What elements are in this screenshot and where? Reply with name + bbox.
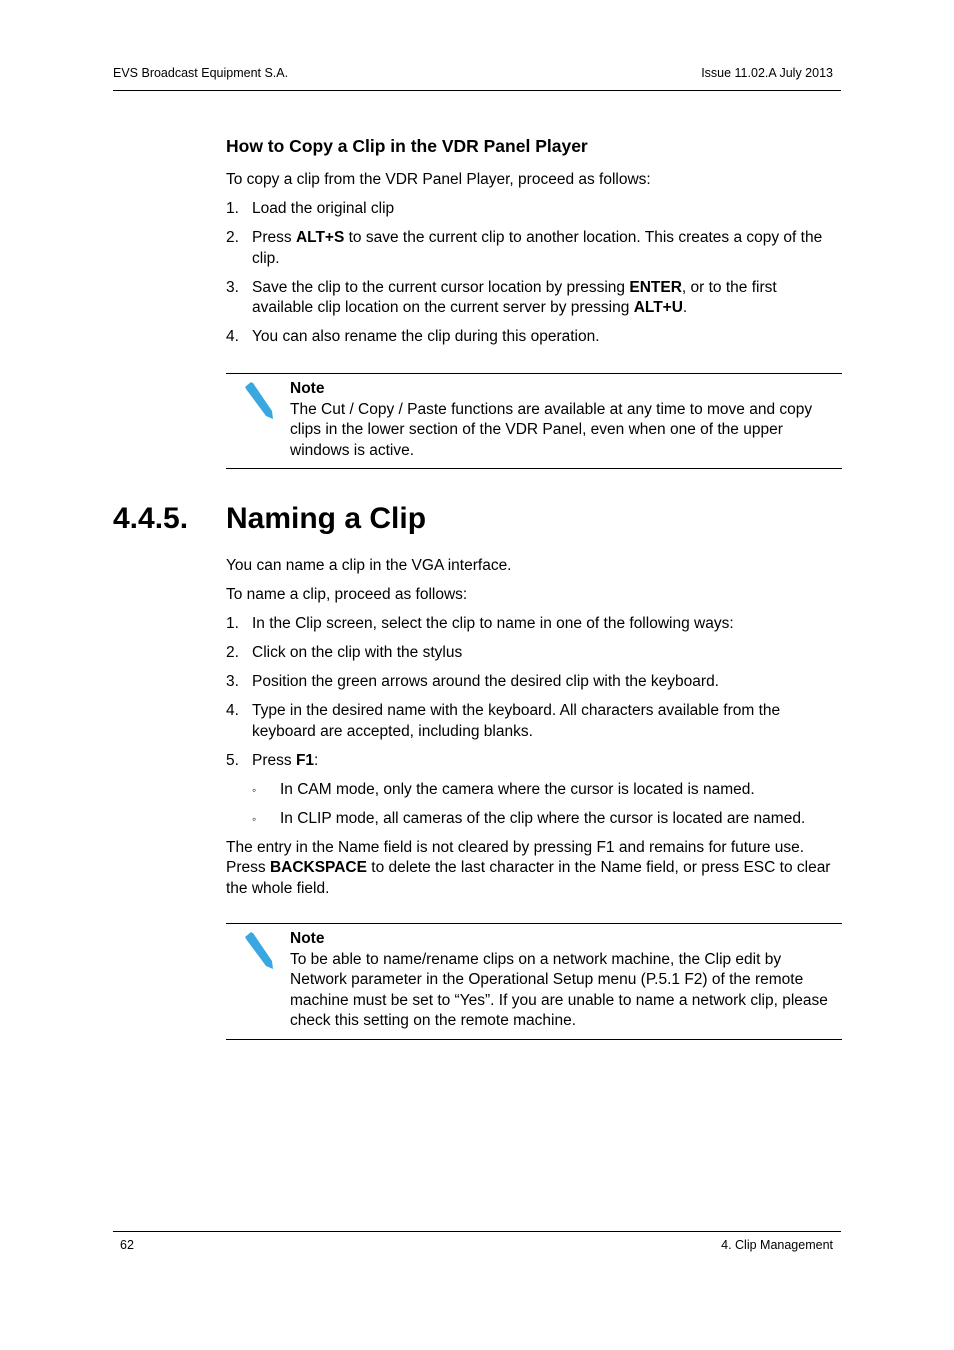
text-run: to save the current clip to another location. This creates a copy of the clip. (252, 229, 823, 267)
list-item-text (252, 615, 734, 632)
list-item (226, 228, 842, 269)
copy-steps-list (226, 199, 842, 348)
naming-intro-2: To name a clip, proceed as follows: (226, 586, 468, 603)
text-run: : (314, 751, 319, 769)
copy-intro: To copy a clip from the VDR Panel Player, proceed as follows: (226, 171, 651, 188)
text-run: The entry in the Name field is not cleared by pressing F1 and remains for future use. Press (226, 838, 805, 876)
text-run: Position the green arrows around the desired clip with the keyboard. (252, 673, 719, 690)
sub-list-item-text: In CLIP mode, all cameras of the clip where the cursor is located are named. (280, 809, 806, 827)
list-item-text (252, 673, 719, 690)
copy-note (226, 373, 842, 469)
list-item-number: 2. (226, 229, 239, 246)
note-title: Note (290, 380, 325, 397)
header-rule (113, 90, 841, 91)
list-item (226, 278, 842, 319)
list-item-number: 1. (226, 200, 239, 217)
footer-chapter: 4. Clip Management (721, 1238, 833, 1252)
copy-section-heading: How to Copy a Clip in the VDR Panel Player (226, 136, 588, 156)
note-text: To be able to name/rename clips on a network machine, the Clip edit by Network parameter in the Operational Setup menu (P.5.1 F2) of the remote machine must be set to “Yes”. If you are unable to name a network clip, please check this setting on the remote machine. (290, 950, 828, 1029)
list-item-number: 4. (226, 328, 239, 345)
sub-list-item-text: In CAM mode, only the camera where the cursor is located is named. (280, 780, 755, 798)
copy-section (226, 135, 842, 356)
bold-key: ALT+U (633, 299, 683, 316)
text-run: to delete the last character in the Name field, or press ESC to clear the whole field. (226, 859, 831, 897)
list-item-number: 1. (226, 615, 239, 632)
note-text: The Cut / Copy / Paste functions are available at any time to move and copy clips in the lower section of the VDR Panel, even when one of the upper windows is active. (290, 400, 813, 459)
bold-key: BACKSPACE (269, 859, 367, 876)
naming-section (226, 556, 842, 899)
text-run: Load the original clip (252, 200, 395, 217)
bullet-icon: ◦ (252, 811, 257, 826)
sub-list-item (226, 780, 842, 801)
note-title: Note (290, 930, 325, 947)
list-item-number: 2. (226, 644, 239, 661)
section-title: Naming a Clip (226, 502, 427, 535)
list-item-number: 5. (226, 751, 239, 769)
text-run: Type in the desired name with the keyboard. All characters available from the keyboard are accepted, including blanks. (252, 702, 781, 740)
list-item-text (252, 200, 394, 217)
sub-list-item (226, 809, 842, 830)
list-item-number: 3. (226, 278, 239, 296)
text-run: Press (252, 751, 296, 769)
text-run: Save the clip to the current cursor location by pressing (252, 278, 630, 296)
naming-note (226, 923, 842, 1040)
text-run: Click on the clip with the stylus (252, 644, 463, 661)
copy-note-wrap (226, 373, 842, 469)
list-item-text (252, 328, 600, 345)
list-item-text (252, 702, 780, 740)
list-item (226, 327, 842, 348)
text-run: You can also rename the clip during this operation. (252, 328, 600, 345)
pen-icon (242, 931, 276, 971)
bold-key: ALT+S (295, 229, 345, 246)
list-item-number: 4. (226, 702, 239, 719)
bold-key: ENTER (629, 278, 682, 296)
bullet-icon: ◦ (252, 782, 257, 797)
pen-icon (242, 381, 276, 421)
list-item (226, 643, 842, 664)
naming-intro-1: You can name a clip in the VGA interface. (226, 557, 512, 574)
list-item-text (252, 229, 822, 267)
list-item-text (252, 752, 318, 769)
list-item (226, 672, 842, 693)
header-issue: Issue 11.02.A July 2013 (701, 66, 833, 80)
footer-page-number: 62 (120, 1238, 134, 1252)
footer-rule (113, 1231, 841, 1232)
section-number: 4.4.5. (113, 502, 189, 535)
list-item (226, 751, 842, 772)
text-run: Press (252, 229, 296, 246)
list-item (226, 614, 842, 635)
naming-subitems (226, 780, 842, 830)
list-item-text (252, 279, 777, 317)
bold-key: F1 (295, 751, 315, 769)
list-item-number: 3. (226, 673, 239, 690)
list-item (226, 199, 842, 220)
naming-note-wrap (226, 923, 842, 1040)
list-item (226, 701, 842, 742)
text-run: , or to the first available clip location on the current server by pressing (252, 278, 777, 316)
header-company: EVS Broadcast Equipment S.A. (113, 66, 289, 80)
text-run: . (682, 299, 688, 316)
naming-steps-list (226, 614, 842, 771)
naming-closing-paragraph (226, 838, 842, 900)
list-item-text (252, 644, 462, 661)
text-run: In the Clip screen, select the clip to name in one of the following ways: (252, 615, 734, 632)
